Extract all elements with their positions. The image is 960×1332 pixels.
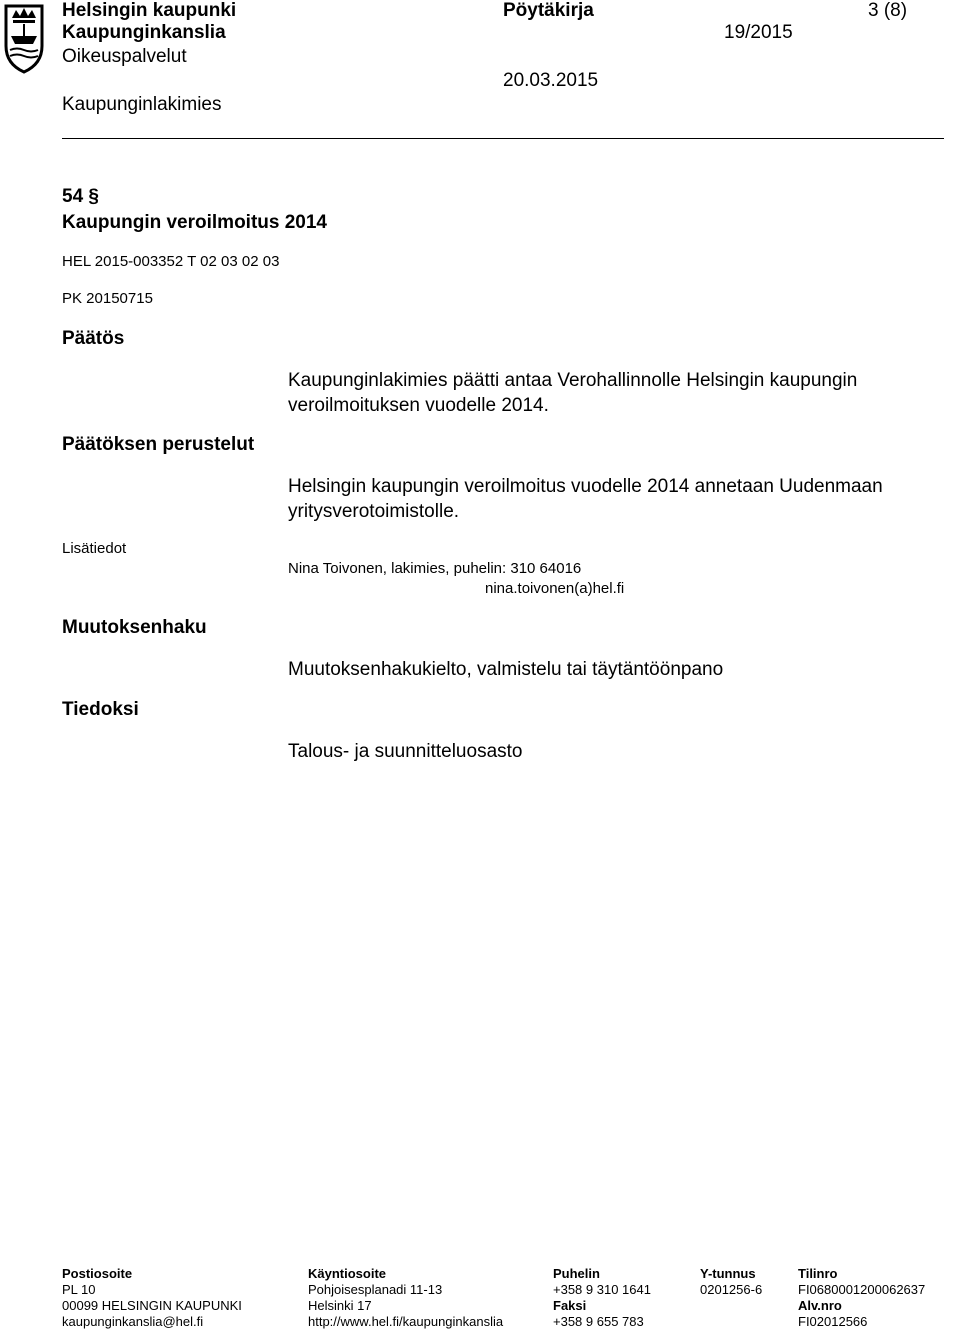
footer-phone: [553, 1266, 651, 1330]
footer-fax-heading: Faksi: [553, 1298, 587, 1313]
header-divider: [62, 138, 944, 139]
label-appeal: Muutoksenhaku: [62, 617, 207, 638]
header-dept: Kaupunginkanslia: [62, 22, 226, 43]
matter-number: 54: [62, 186, 84, 207]
helsinki-coat-of-arms-icon: [2, 2, 46, 74]
decision-text-line-2: veroilmoituksen vuodelle 2014.: [288, 395, 549, 416]
footer-visit-heading: Käyntiosoite: [308, 1266, 387, 1281]
matter-pk: PK 20150715: [62, 290, 153, 307]
label-notify: Tiedoksi: [62, 699, 139, 720]
footer-account-number: FI0680001200062637: [798, 1282, 926, 1297]
header-page: 3 (8): [868, 0, 908, 21]
footer-postal: [62, 1266, 242, 1330]
header-date: 20.03.2015: [503, 70, 599, 91]
footer-visit-street: Pohjoisesplanadi 11-13: [308, 1282, 443, 1297]
appeal-text: Muutoksenhakukielto, valmistelu tai täytäntöönpano: [288, 659, 724, 680]
matter-number-line: [62, 186, 99, 208]
footer-postal-heading: Postiosoite: [62, 1266, 133, 1281]
footer-postal-city: 00099 HELSINGIN KAUPUNKI: [62, 1298, 242, 1313]
footer-business-id-heading: Y-tunnus: [700, 1266, 756, 1281]
header-decider: Kaupunginlakimies: [62, 94, 222, 115]
rationale-text-line-2: yritysverotoimistolle.: [288, 501, 460, 522]
decision-text-line-1: Kaupunginlakimies päätti antaa Verohallinnolle Helsingin kaupungin: [288, 370, 858, 391]
footer-vat-heading: Alv.nro: [798, 1298, 842, 1313]
label-decision: Päätös: [62, 328, 125, 349]
footer-phone-number: +358 9 310 1641: [553, 1282, 651, 1297]
matter-title: Kaupungin veroilmoitus 2014: [62, 212, 327, 233]
footer-business-id-value: 0201256-6: [700, 1282, 763, 1297]
header-unit: Oikeuspalvelut: [62, 46, 187, 67]
header-doc-number: 19/2015: [724, 22, 793, 43]
contact-email: nina.toivonen(a)hel.fi: [485, 580, 625, 597]
label-more-info: Lisätiedot: [62, 540, 127, 557]
header-org: Helsingin kaupunki: [62, 0, 237, 21]
footer-fax-number: +358 9 655 783: [553, 1314, 644, 1329]
section-sign: §: [88, 186, 99, 207]
footer-email: kaupunginkanslia@hel.fi: [62, 1314, 204, 1329]
footer-visit-city: Helsinki 17: [308, 1298, 372, 1313]
footer-visit: [308, 1266, 503, 1330]
footer-phone-heading: Puhelin: [553, 1266, 600, 1281]
header-doc-type: Pöytäkirja: [503, 0, 594, 21]
footer-account-heading: Tilinro: [798, 1266, 838, 1281]
contact-line: Nina Toivonen, lakimies, puhelin: 310 64016: [288, 560, 582, 577]
footer-website: http://www.hel.fi/kaupunginkanslia: [308, 1314, 504, 1329]
footer-business-id: [700, 1266, 762, 1298]
rationale-text-line-1: Helsingin kaupungin veroilmoitus vuodelle 2014 annetaan Uudenmaan: [288, 476, 883, 497]
footer-postal-box: PL 10: [62, 1282, 96, 1297]
footer-account: [798, 1266, 925, 1330]
footer-vat-number: FI02012566: [798, 1314, 868, 1329]
notify-text: Talous- ja suunnitteluosasto: [288, 741, 523, 762]
label-rationale: Päätöksen perustelut: [62, 434, 255, 455]
matter-reference: HEL 2015-003352 T 02 03 02 03: [62, 253, 280, 270]
